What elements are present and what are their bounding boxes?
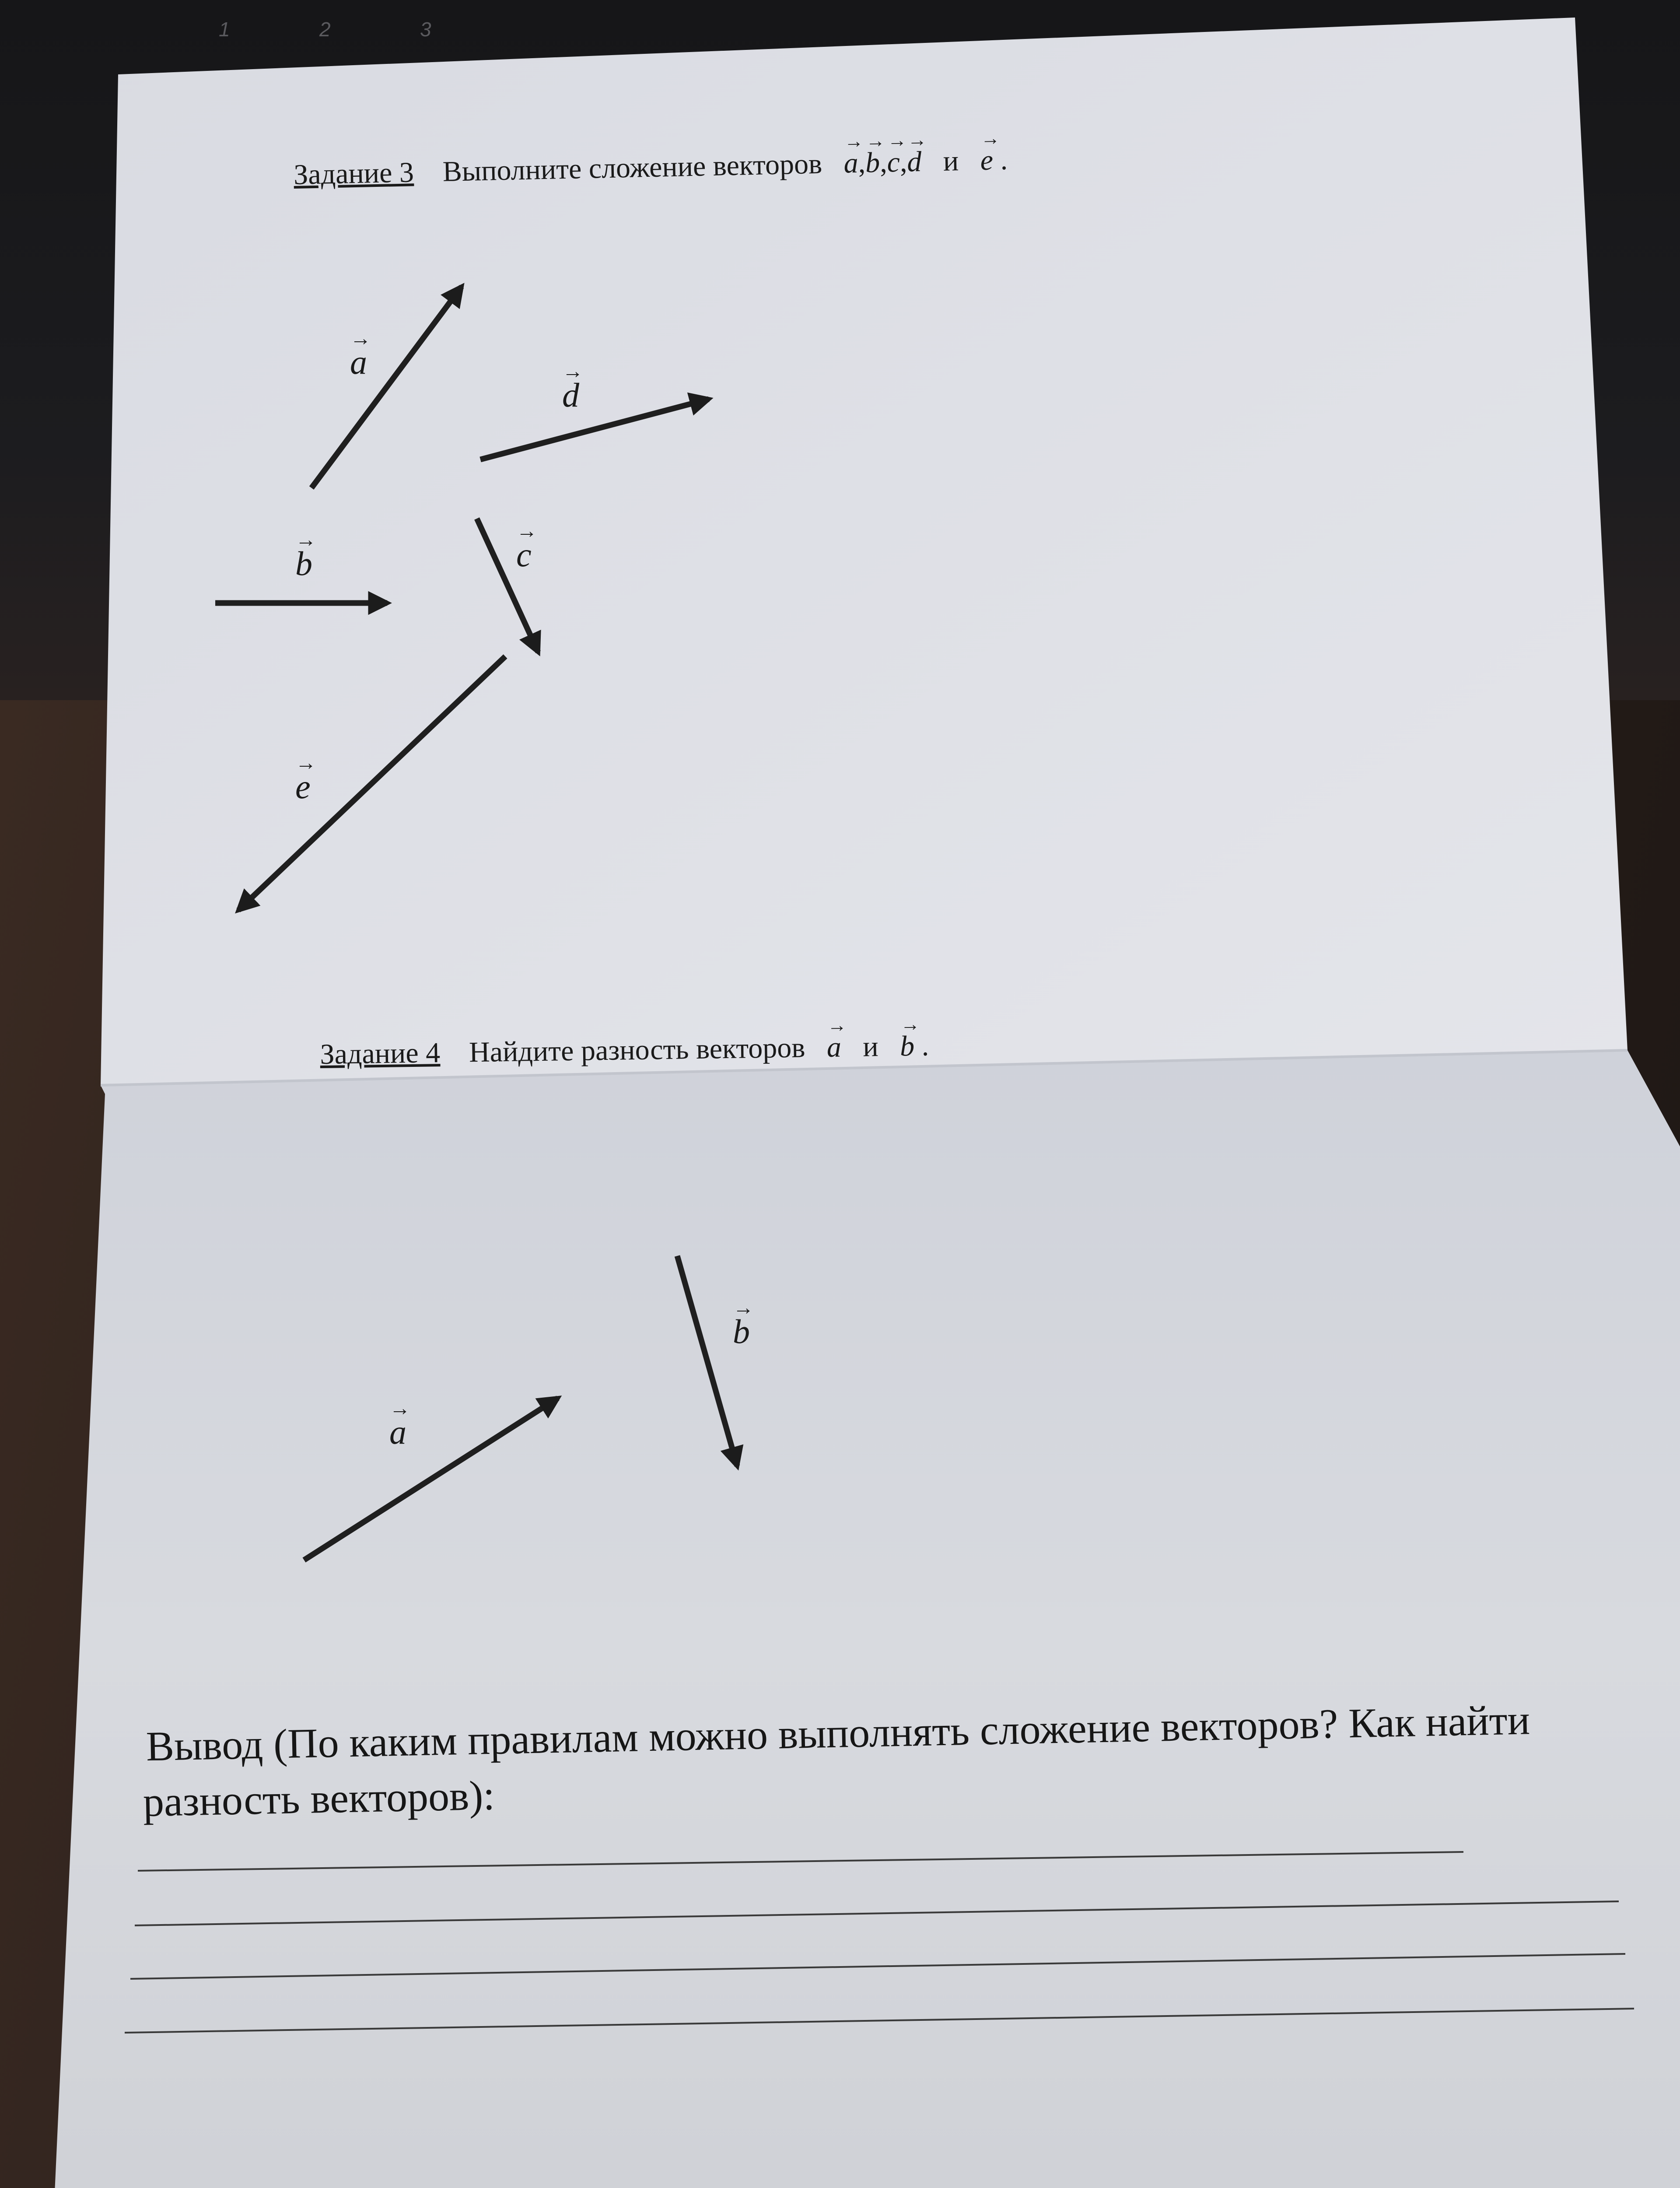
task4-label: Задание 4 (319, 1037, 441, 1071)
conclusion-line-2: разность векторов): (142, 1771, 495, 1826)
task4-label-b: → b (733, 1296, 754, 1350)
task3-list-vector-b: → b (865, 130, 886, 179)
task3-and: и (943, 145, 959, 177)
task3-text: Выполните сложение векторов (442, 147, 822, 188)
task3-label-b: → b (295, 528, 316, 582)
task3-label-a: → a (350, 327, 371, 381)
keyboard-key-2: 2 (319, 18, 331, 41)
task3-list-vector-e: → e (980, 127, 1001, 177)
keyboard-key-1: 1 (219, 18, 230, 41)
task3-heading: Задание 3 Выполните сложение векторов → a, → b, → c, → d и → e . (293, 127, 1008, 191)
task4-list-vector-a: → a (826, 1014, 847, 1063)
paper-lower-half (52, 1050, 1680, 2188)
conclusion-line-1: Вывод (По каким правилам можно выполнять сложение векторов? Как найти (145, 1696, 1530, 1770)
task4-label-a: → a (389, 1397, 410, 1451)
task3-label-d: → d (562, 360, 583, 414)
task3-list-vector-a: → a (843, 130, 864, 179)
task3-label-c: → c (516, 519, 537, 574)
task3-label-e: → e (295, 751, 316, 806)
task3-period: . (1000, 144, 1008, 176)
task4-and: и (862, 1031, 879, 1063)
task3-list-vector-d: → d (906, 129, 927, 178)
keyboard-key-3: 3 (420, 18, 431, 41)
task4-text: Найдите разность векторов (469, 1031, 805, 1069)
task4-list-vector-b: → b (900, 1013, 920, 1062)
task4-period: . (921, 1030, 929, 1062)
task3-list-vector-c: → c (886, 129, 907, 179)
task3-label: Задание 3 (293, 156, 414, 191)
